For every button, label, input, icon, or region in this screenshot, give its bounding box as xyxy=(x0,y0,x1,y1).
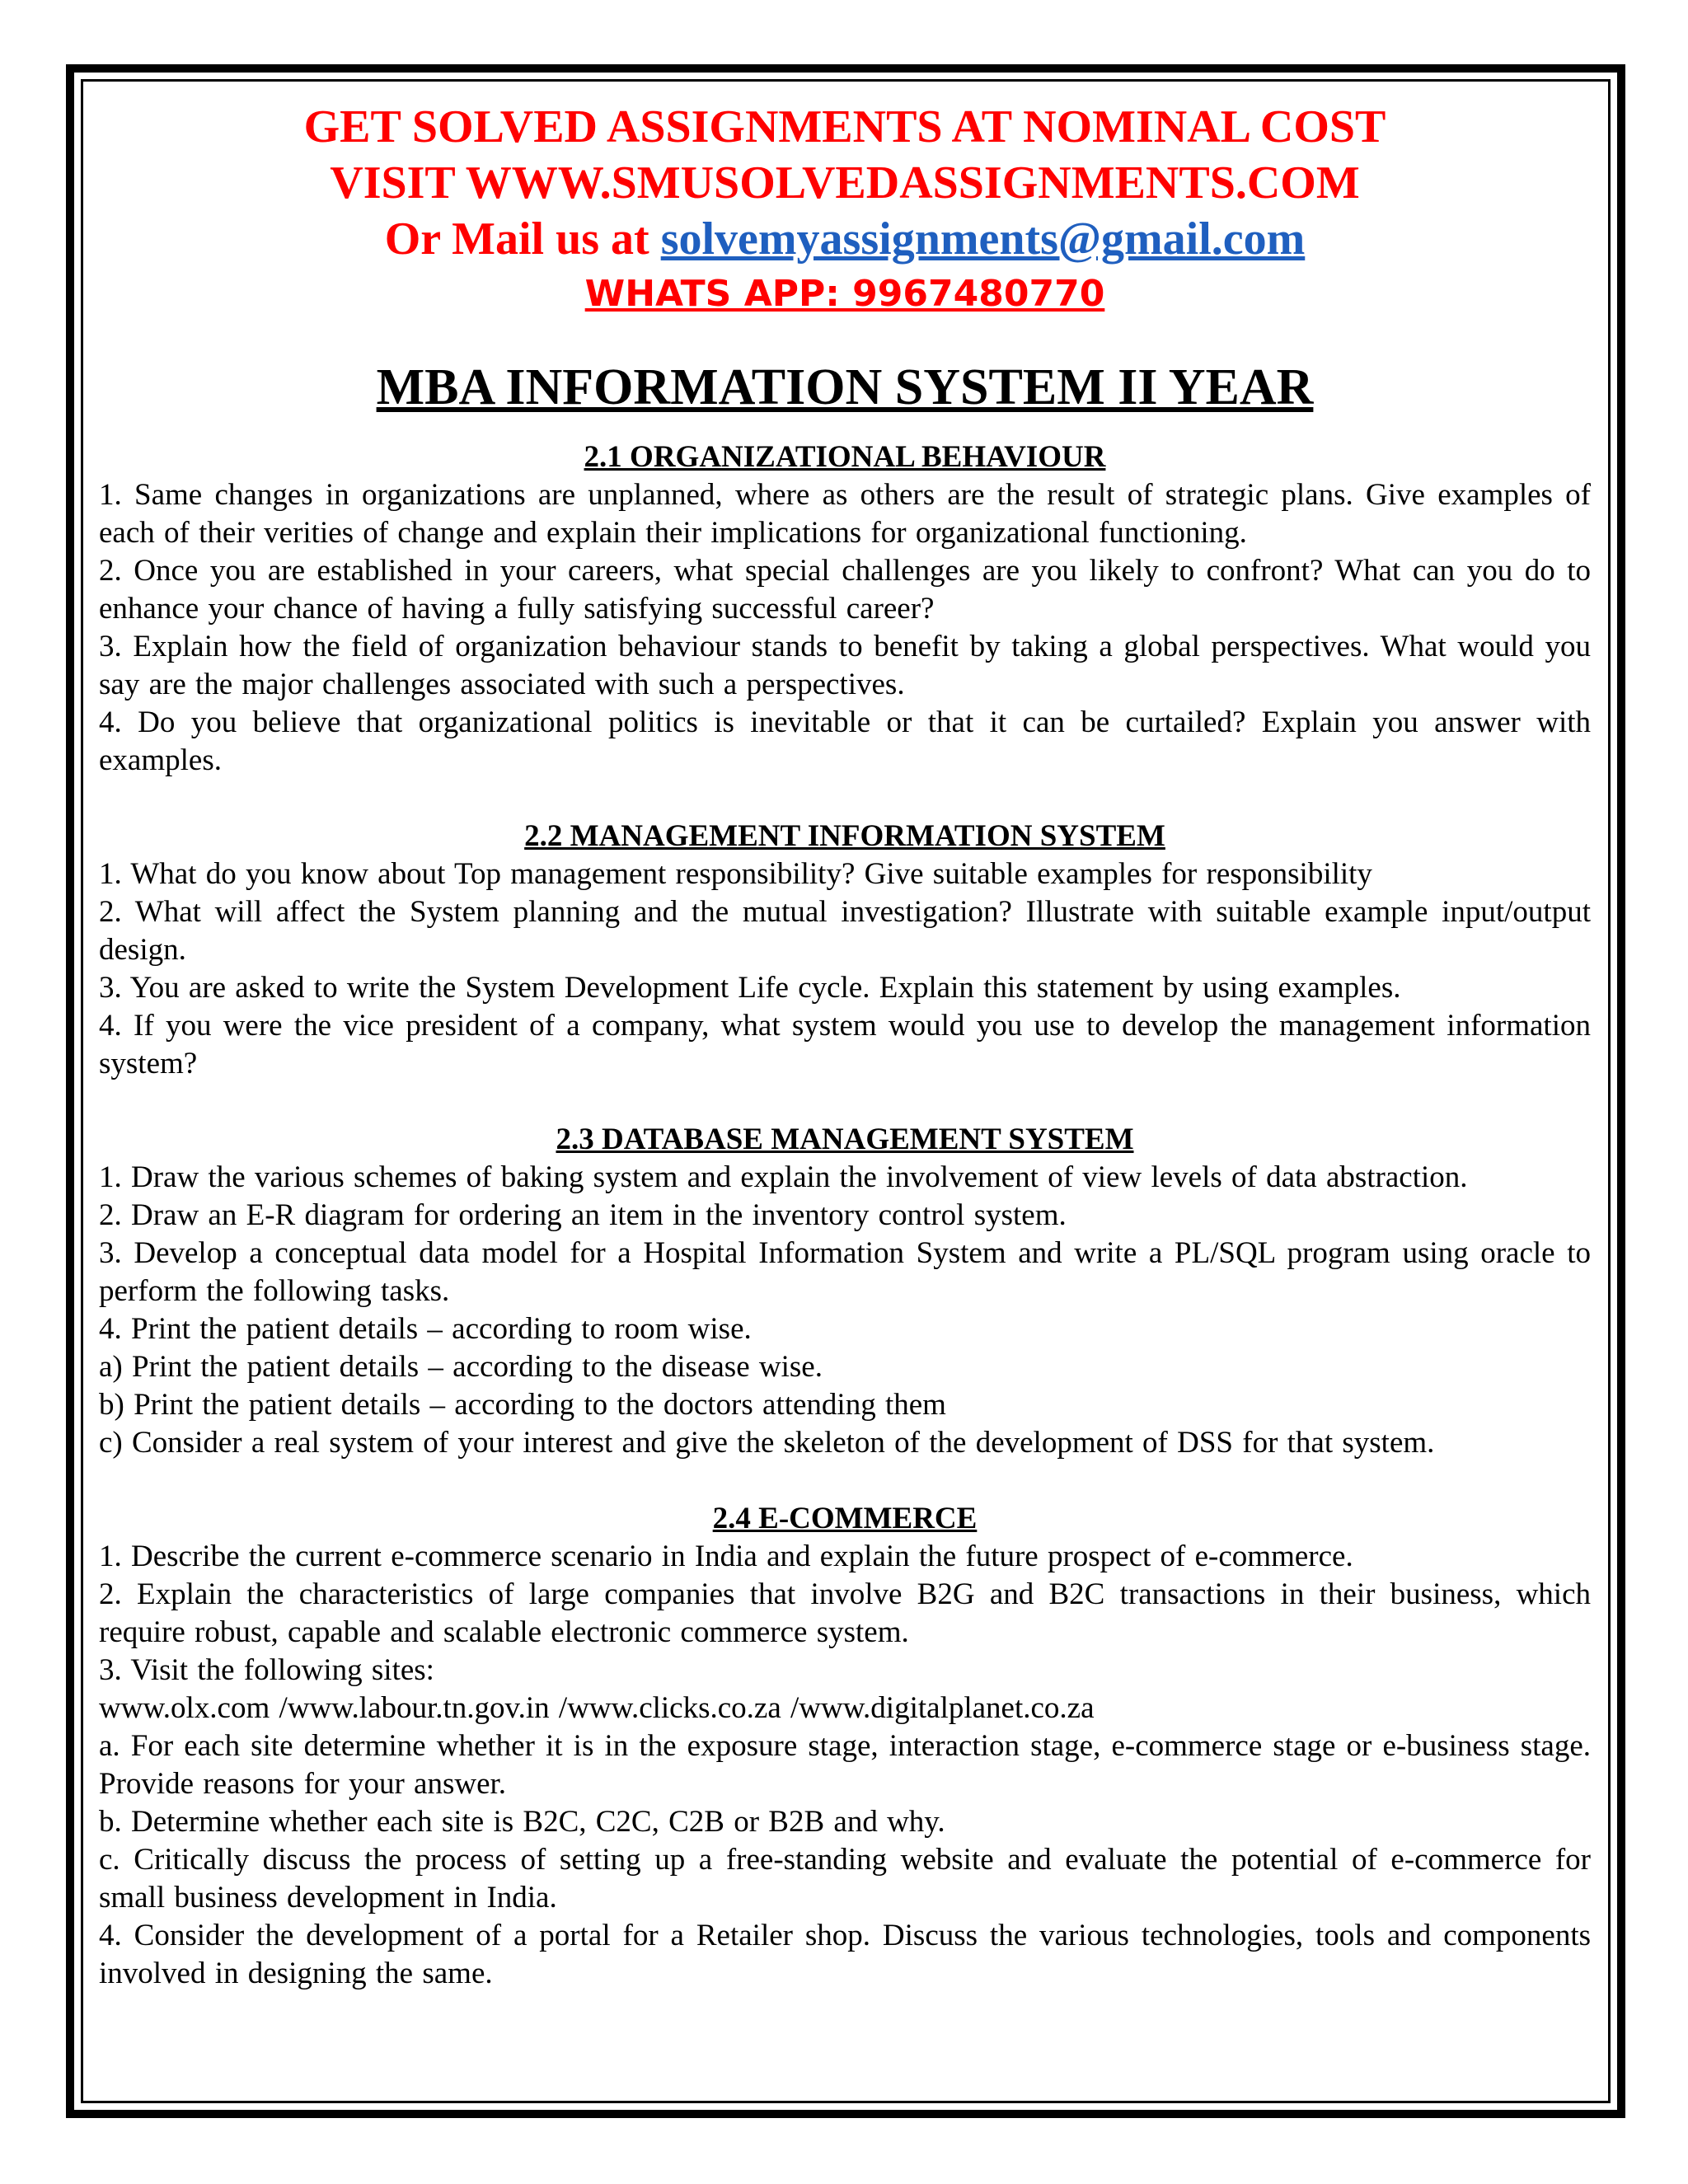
question-item: c. Critically discuss the process of setting up a free-standing website and evaluate the potential of e-commerce for small business development in India. xyxy=(99,1843,1591,1915)
question-item: 1. Describe the current e-commerce scenario in India and explain the future prospect of e-commerce. xyxy=(99,1540,1353,1573)
question-item: 1. What do you know about Top management responsibility? Give suitable examples for responsibility xyxy=(99,857,1372,891)
page-title: MBA INFORMATION SYSTEM II YEAR xyxy=(376,359,1314,415)
question-item: 2. Explain the characteristics of large companies that involve B2G and B2C transactions in their business, which require robust, capable and scalable electronic commerce system. xyxy=(99,1577,1591,1649)
question-item: 3. Develop a conceptual data model for a Hospital Information System and write a PL/SQL program using oracle to perform the following tasks. xyxy=(99,1236,1591,1308)
question-item: 2. What will affect the System planning and the mutual investigation? Illustrate with suitable example input/output design. xyxy=(99,895,1591,967)
section-title: 2.2 MANAGEMENT INFORMATION SYSTEM xyxy=(524,819,1165,853)
section-body xyxy=(99,1159,1591,1462)
promo-line-1: GET SOLVED ASSIGNMENTS AT NOMINAL COST xyxy=(303,101,1386,152)
question-item: 3. Visit the following sites: xyxy=(99,1653,434,1687)
section-body xyxy=(99,1538,1591,1993)
section xyxy=(99,1500,1591,1993)
question-item: 2. Draw an E-R diagram for ordering an item in the inventory control system. xyxy=(99,1198,1067,1232)
question-item: a. For each site determine whether it is in the exposure stage, interaction stage, e-commerce stage or e-business stage. Provide reasons for your answer. xyxy=(99,1729,1591,1801)
promo-line-2: VISIT WWW.SMUSOLVEDASSIGNMENTS.COM xyxy=(330,157,1360,209)
promo-line-3 xyxy=(99,211,1591,267)
question-item: 4. Do you believe that organizational politics is inevitable or that it can be curtailed? Explain you answer with examples. xyxy=(99,705,1591,777)
section xyxy=(99,1121,1591,1462)
document-content xyxy=(99,99,1591,2031)
section-body xyxy=(99,855,1591,1083)
email-link[interactable]: solvemyassignments@gmail.com xyxy=(660,213,1306,265)
question-item: b) Print the patient details – according to the doctors attending them xyxy=(99,1388,946,1422)
question-item: 2. Once you are established in your careers, what special challenges are you likely to confront? What can you do to enhance your chance of having a fully satisfying successful career? xyxy=(99,554,1591,626)
question-item: b. Determine whether each site is B2C, C2C, C2B or B2B and why. xyxy=(99,1805,945,1839)
question-item: 4. Print the patient details – according to room wise. xyxy=(99,1312,752,1346)
section-title: 2.3 DATABASE MANAGEMENT SYSTEM xyxy=(556,1122,1134,1156)
section-title: 2.4 E-COMMERCE xyxy=(712,1502,978,1535)
section-title: 2.1 ORGANIZATIONAL BEHAVIOUR xyxy=(584,440,1106,474)
question-item: 3. Explain how the field of organization behaviour stands to benefit by taking a global perspectives. What would you say are the major challenges associated with such a perspectives. xyxy=(99,630,1591,701)
sections-container xyxy=(99,438,1591,1993)
section-body xyxy=(99,476,1591,780)
whatsapp-number: WHATS APP: 9967480770 xyxy=(584,273,1105,315)
question-item: 4. Consider the development of a portal for a Retailer shop. Discuss the various technologies, tools and components involved in designing the same. xyxy=(99,1919,1591,1990)
question-item: a) Print the patient details – according to the disease wise. xyxy=(99,1350,823,1384)
section xyxy=(99,818,1591,1083)
question-item: c) Consider a real system of your interest and give the skeleton of the development of DSS for that system. xyxy=(99,1426,1435,1460)
question-item: 1. Same changes in organizations are unplanned, where as others are the result of strategic plans. Give examples of each of their verities of change and explain their implications for organizational functioning. xyxy=(99,478,1591,550)
promo-header xyxy=(99,99,1591,320)
question-item: www.olx.com /www.labour.tn.gov.in /www.clicks.co.za /www.digitalplanet.co.za xyxy=(99,1691,1095,1725)
mail-prefix: Or Mail us at xyxy=(384,213,661,265)
section xyxy=(99,438,1591,780)
question-item: 1. Draw the various schemes of baking system and explain the involvement of view levels of data abstraction. xyxy=(99,1160,1468,1194)
question-item: 3. You are asked to write the System Development Life cycle. Explain this statement by using examples. xyxy=(99,971,1401,1005)
question-item: 4. If you were the vice president of a company, what system would you use to develop the management information system? xyxy=(99,1009,1591,1080)
